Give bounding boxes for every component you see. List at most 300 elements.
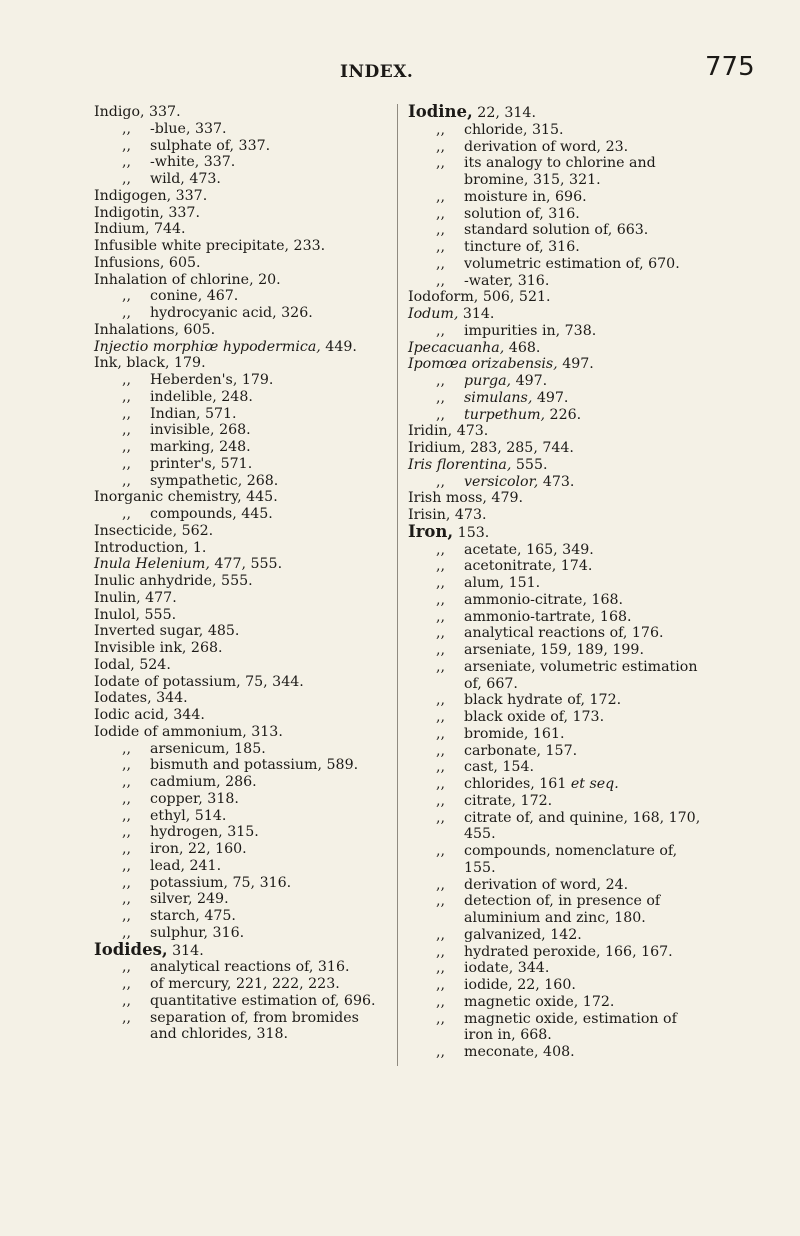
ditto-mark: ,, xyxy=(436,876,446,893)
entry-text: Iodide of ammonium, 313. xyxy=(94,723,283,740)
entry-text: Ink, black, 179. xyxy=(94,355,206,372)
ditto-mark: ,, xyxy=(436,406,446,423)
entry-text: tincture of, 316. xyxy=(464,239,580,255)
index-subentry xyxy=(408,609,708,626)
index-entry xyxy=(408,440,708,457)
index-entry xyxy=(94,322,389,339)
entry-text: starch, 475. xyxy=(150,908,236,924)
index-subentry xyxy=(94,138,389,155)
entry-italic-term: Inula Helenium, xyxy=(94,556,210,573)
index-subentry xyxy=(408,960,708,977)
index-subentry xyxy=(94,791,389,808)
index-subentry xyxy=(94,422,389,439)
entry-italic-term: turpethum, xyxy=(464,406,546,423)
entry-text: magnetic oxide, estimation of iron in, 668. xyxy=(464,1010,677,1044)
index-subentry xyxy=(408,944,708,961)
index-subentry xyxy=(408,273,708,290)
index-entry xyxy=(94,104,389,121)
index-subentry xyxy=(408,709,708,726)
entry-text: indelible, 248. xyxy=(150,388,253,405)
ditto-mark: ,, xyxy=(122,506,132,522)
ditto-mark: ,, xyxy=(436,155,446,172)
index-subentry xyxy=(94,757,389,774)
index-entry xyxy=(408,340,708,357)
entry-text: magnetic oxide, 172. xyxy=(464,993,615,1010)
ditto-mark: ,, xyxy=(122,1009,132,1026)
entry-text: alum, 151. xyxy=(464,575,541,591)
ditto-mark: ,, xyxy=(436,541,446,558)
entry-text: derivation of word, 23. xyxy=(464,138,629,155)
ditto-mark: ,, xyxy=(122,774,132,790)
entry-text: bromide, 161. xyxy=(464,725,565,742)
index-entry xyxy=(94,489,389,506)
ditto-mark: ,, xyxy=(122,857,132,874)
index-entry xyxy=(94,523,389,540)
ditto-mark: ,, xyxy=(436,188,446,205)
entry-text: acetonitrate, 174. xyxy=(464,558,593,575)
index-subentry xyxy=(408,659,708,693)
index-subentry xyxy=(408,994,708,1011)
ditto-mark: ,, xyxy=(436,692,446,709)
entry-text: Introduction, 1. xyxy=(94,539,207,556)
index-subentry xyxy=(94,154,389,171)
entry-text: black hydrate of, 172. xyxy=(464,692,622,709)
entry-text: 497. xyxy=(511,373,548,389)
ditto-mark: ,, xyxy=(436,575,446,591)
entry-italic-term: versicolor, xyxy=(464,473,539,490)
entry-italic-term: Injectio morphiœ hypodermica, xyxy=(94,338,321,355)
index-entry xyxy=(408,521,708,542)
index-entry xyxy=(94,607,389,624)
index-subentry xyxy=(408,1011,708,1045)
index-subentry xyxy=(408,558,708,575)
entry-text: 314. xyxy=(167,942,204,959)
index-subentry xyxy=(408,692,708,709)
entry-text: its analogy to chlorine and bromine, 315, 321. xyxy=(464,155,656,188)
page-title: INDEX. xyxy=(340,62,414,82)
entry-italic-term: Iodum, xyxy=(408,306,459,322)
index-subentry xyxy=(408,776,708,793)
entry-text: Inulic anhydride, 555. xyxy=(94,573,253,589)
index-subentry xyxy=(408,893,708,927)
index-entry xyxy=(94,339,389,356)
ditto-mark: ,, xyxy=(122,790,132,807)
ditto-mark: ,, xyxy=(436,1010,446,1027)
index-subentry xyxy=(94,858,389,875)
entry-text: black oxide of, 173. xyxy=(464,709,605,725)
ditto-mark: ,, xyxy=(436,255,446,272)
ditto-mark: ,, xyxy=(436,322,446,339)
index-subentry xyxy=(408,810,708,844)
entry-text: Iodal, 524. xyxy=(94,656,171,673)
ditto-mark: ,, xyxy=(122,171,132,187)
index-entry xyxy=(94,724,389,741)
index-subentry xyxy=(94,993,389,1010)
entry-text: analytical reactions of, 316. xyxy=(150,959,350,976)
ditto-mark: ,, xyxy=(122,757,132,774)
index-entry xyxy=(408,490,708,507)
entry-text: arseniate, 159, 189, 199. xyxy=(464,642,644,658)
index-entry xyxy=(94,623,389,640)
entry-text: 468. xyxy=(504,339,541,356)
ditto-mark: ,, xyxy=(436,272,446,289)
ditto-mark: ,, xyxy=(122,924,132,941)
entry-heading: Iodides, xyxy=(94,939,168,959)
index-entry xyxy=(94,221,389,238)
entry-heading: Iron, xyxy=(408,521,454,541)
entry-text: moisture in, 696. xyxy=(464,188,587,205)
index-subentry xyxy=(408,743,708,760)
index-subentry xyxy=(408,927,708,944)
entry-text: conine, 467. xyxy=(150,288,239,305)
index-subentry xyxy=(408,373,708,390)
entry-text: marking, 248. xyxy=(150,439,251,455)
entry-text: Inulin, 477. xyxy=(94,589,177,606)
index-entry xyxy=(94,573,389,590)
ditto-mark: ,, xyxy=(436,943,446,960)
index-subentry xyxy=(408,877,708,894)
index-entry xyxy=(94,255,389,272)
entry-text: arseniate, volumetric estimation of, 667. xyxy=(464,658,698,692)
ditto-mark: ,, xyxy=(436,977,446,993)
ditto-mark: ,, xyxy=(436,205,446,222)
index-subentry xyxy=(408,206,708,223)
entry-text: Insecticide, 562. xyxy=(94,522,214,539)
entry-text: Infusions, 605. xyxy=(94,254,201,271)
entry-text: chlorides, 161 xyxy=(464,776,571,792)
index-subentry xyxy=(408,759,708,776)
entry-text: galvanized, 142. xyxy=(464,926,582,943)
index-subentry xyxy=(408,155,708,189)
ditto-mark: ,, xyxy=(122,807,132,824)
entry-text: sulphate of, 337. xyxy=(150,137,271,154)
ditto-mark: ,, xyxy=(122,120,132,137)
entry-italic-term: Ipomœa orizabensis, xyxy=(408,356,558,373)
index-entry xyxy=(408,423,708,440)
entry-text: standard solution of, 663. xyxy=(464,222,649,239)
index-subentry xyxy=(408,256,708,273)
index-subentry xyxy=(408,323,708,340)
entry-text: Iodoform, 506, 521. xyxy=(408,289,551,306)
index-subentry xyxy=(94,908,389,925)
index-subentry xyxy=(408,390,708,407)
index-subentry xyxy=(94,439,389,456)
entry-text: volumetric estimation of, 670. xyxy=(464,255,680,272)
index-subentry xyxy=(94,741,389,758)
ditto-mark: ,, xyxy=(122,891,132,908)
entry-text: -white, 337. xyxy=(150,154,236,171)
ditto-mark: ,, xyxy=(122,908,132,924)
index-subentry xyxy=(408,222,708,239)
ditto-mark: ,, xyxy=(436,591,446,608)
ditto-mark: ,, xyxy=(436,725,446,742)
ditto-mark: ,, xyxy=(122,841,132,857)
ditto-mark: ,, xyxy=(436,926,446,943)
entry-text: Indian, 571. xyxy=(150,405,237,422)
entry-text: Inulol, 555. xyxy=(94,606,177,623)
entry-text: citrate of, and quinine, 168, 170, 455. xyxy=(464,809,701,843)
ditto-mark: ,, xyxy=(122,422,132,439)
entry-text: Inhalation of chlorine, 20. xyxy=(94,271,281,288)
index-subentry xyxy=(94,976,389,993)
entry-text: detection of, in presence of aluminium and zinc, 180. xyxy=(464,893,661,926)
index-subentry xyxy=(408,139,708,156)
ditto-mark: ,, xyxy=(122,992,132,1009)
index-subentry xyxy=(94,456,389,473)
ditto-mark: ,, xyxy=(122,288,132,305)
entry-text: Iodate of potassium, 75, 344. xyxy=(94,673,304,690)
ditto-mark: ,, xyxy=(436,759,446,776)
entry-text: printer's, 571. xyxy=(150,455,253,472)
index-subentry xyxy=(94,406,389,423)
ditto-mark: ,, xyxy=(122,874,132,891)
entry-text: arsenicum, 185. xyxy=(150,740,266,757)
entry-text: impurities in, 738. xyxy=(464,322,597,339)
index-subentry xyxy=(94,288,389,305)
page-header xyxy=(0,52,800,92)
entry-text: Infusible white precipitate, 233. xyxy=(94,238,326,254)
index-column-left xyxy=(94,104,389,1043)
index-subentry xyxy=(408,239,708,256)
column-divider xyxy=(397,104,398,1066)
entry-italic-term: Ipecacuanha, xyxy=(408,339,505,356)
page-number: 775 xyxy=(705,52,755,82)
entry-text: 497. xyxy=(532,389,569,406)
entry-text: 477, 555. xyxy=(209,556,283,573)
index-entry xyxy=(94,939,389,960)
index-entry xyxy=(94,272,389,289)
entry-text: separation of, from bromides and chlorides, 318. xyxy=(150,1009,359,1043)
entry-text: hydrated peroxide, 166, 167. xyxy=(464,943,673,960)
entry-text: 555. xyxy=(511,456,548,473)
index-entry xyxy=(408,104,708,122)
entry-text: sympathetic, 268. xyxy=(150,472,279,489)
index-subentry xyxy=(94,121,389,138)
entry-text: Heberden's, 179. xyxy=(150,372,274,388)
ditto-mark: ,, xyxy=(436,960,446,977)
entry-text: Irisin, 473. xyxy=(408,507,487,523)
entry-text: 22, 314. xyxy=(472,105,536,121)
entry-text: Irish moss, 479. xyxy=(408,490,524,507)
entry-text: Iodic acid, 344. xyxy=(94,707,205,723)
index-subentry xyxy=(94,171,389,188)
ditto-mark: ,, xyxy=(436,776,446,792)
index-subentry xyxy=(408,474,708,491)
index-subentry xyxy=(408,542,708,559)
ditto-mark: ,, xyxy=(122,154,132,171)
index-subentry xyxy=(408,625,708,642)
ditto-mark: ,, xyxy=(436,389,446,406)
ditto-mark: ,, xyxy=(436,893,446,910)
entry-text: sulphur, 316. xyxy=(150,924,245,941)
entry-text: iodate, 344. xyxy=(464,960,550,977)
index-subentry xyxy=(408,122,708,139)
index-entry xyxy=(94,238,389,255)
entry-text: chloride, 315. xyxy=(464,121,564,138)
entry-text: Indigogen, 337. xyxy=(94,187,208,204)
index-entry xyxy=(94,188,389,205)
entry-text: meconate, 408. xyxy=(464,1044,575,1060)
index-entry xyxy=(408,289,708,306)
entry-text: 497. xyxy=(557,356,594,373)
entry-text: citrate, 172. xyxy=(464,792,553,809)
entry-text: Iodates, 344. xyxy=(94,690,188,707)
entry-text: solution of, 316. xyxy=(464,205,580,222)
entry-text: Iridin, 473. xyxy=(408,423,489,440)
index-subentry xyxy=(94,473,389,490)
entry-text: hydrogen, 315. xyxy=(150,824,259,841)
entry-text: ethyl, 514. xyxy=(150,807,227,824)
ditto-mark: ,, xyxy=(122,824,132,841)
entry-text: -blue, 337. xyxy=(150,120,227,137)
entry-text: invisible, 268. xyxy=(150,422,251,439)
ditto-mark: ,, xyxy=(122,137,132,154)
entry-text: 153. xyxy=(453,524,490,541)
index-subentry xyxy=(408,843,708,877)
entry-text: 449. xyxy=(320,338,357,355)
entry-text: compounds, 445. xyxy=(150,506,273,522)
entry-text: iron, 22, 160. xyxy=(150,841,247,857)
index-entry xyxy=(408,306,708,323)
entry-italic-term: purga, xyxy=(464,373,512,389)
index-entry xyxy=(94,355,389,372)
entry-text: compounds, nomenclature of, 155. xyxy=(464,843,678,876)
index-entry xyxy=(408,457,708,474)
ditto-mark: ,, xyxy=(122,372,132,388)
entry-text: copper, 318. xyxy=(150,790,239,807)
index-subentry xyxy=(94,959,389,976)
index-subentry xyxy=(408,642,708,659)
ditto-mark: ,, xyxy=(436,222,446,239)
index-subentry xyxy=(94,875,389,892)
index-subentry xyxy=(94,372,389,389)
entry-text: Inhalations, 605. xyxy=(94,321,216,338)
ditto-mark: ,, xyxy=(436,792,446,809)
entry-text: Indigotin, 337. xyxy=(94,204,200,221)
index-entry xyxy=(408,356,708,373)
entry-text: wild, 473. xyxy=(150,171,221,187)
entry-text: 226. xyxy=(545,406,582,423)
entry-text: hydrocyanic acid, 326. xyxy=(150,305,313,321)
entry-text: Iridium, 283, 285, 744. xyxy=(408,440,574,456)
index-entry xyxy=(94,540,389,557)
index-entry xyxy=(94,690,389,707)
index-entry xyxy=(94,674,389,691)
ditto-mark: ,, xyxy=(436,239,446,255)
entry-text: potassium, 75, 316. xyxy=(150,874,292,891)
index-subentry xyxy=(408,726,708,743)
index-entry xyxy=(94,640,389,657)
ditto-mark: ,, xyxy=(122,976,132,992)
ditto-mark: ,, xyxy=(122,455,132,472)
entry-text: Inorganic chemistry, 445. xyxy=(94,489,278,506)
entry-text: iodide, 22, 160. xyxy=(464,977,576,993)
ditto-mark: ,, xyxy=(436,121,446,138)
ditto-mark: ,, xyxy=(436,843,446,859)
index-entry xyxy=(94,707,389,724)
index-subentry xyxy=(94,506,389,523)
ditto-mark: ,, xyxy=(122,472,132,489)
ditto-mark: ,, xyxy=(436,473,446,490)
entry-text: 314. xyxy=(458,306,495,322)
entry-text: ammonio-tartrate, 168. xyxy=(464,608,632,625)
entry-text: bismuth and potassium, 589. xyxy=(150,757,359,774)
index-subentry xyxy=(94,389,389,406)
entry-text: quantitative estimation of, 696. xyxy=(150,992,376,1009)
index-entry xyxy=(94,205,389,222)
entry-text: derivation of word, 24. xyxy=(464,876,629,893)
entry-text: silver, 249. xyxy=(150,891,229,908)
ditto-mark: ,, xyxy=(436,642,446,658)
index-subentry xyxy=(94,824,389,841)
index-subentry xyxy=(94,305,389,322)
ditto-mark: ,, xyxy=(122,959,132,976)
entry-text: cast, 154. xyxy=(464,759,534,776)
index-subentry xyxy=(408,977,708,994)
index-subentry xyxy=(408,575,708,592)
ditto-mark: ,, xyxy=(122,305,132,321)
entry-text: carbonate, 157. xyxy=(464,742,578,759)
ditto-mark: ,, xyxy=(122,439,132,455)
entry-italic-term: Iris florentina, xyxy=(408,456,512,473)
index-subentry xyxy=(408,189,708,206)
entry-text: lead, 241. xyxy=(150,857,222,874)
ditto-mark: ,, xyxy=(436,742,446,759)
entry-text: Invisible ink, 268. xyxy=(94,640,223,656)
ditto-mark: ,, xyxy=(436,709,446,725)
ditto-mark: ,, xyxy=(436,558,446,575)
entry-text: 473. xyxy=(538,473,575,490)
index-subentry xyxy=(408,1044,708,1061)
entry-text: -water, 316. xyxy=(464,272,550,289)
ditto-mark: ,, xyxy=(436,809,446,826)
entry-text: acetate, 165, 349. xyxy=(464,541,594,558)
ditto-mark: ,, xyxy=(436,993,446,1010)
index-subentry xyxy=(408,592,708,609)
index-subentry xyxy=(408,407,708,424)
entry-text: of mercury, 221, 222, 223. xyxy=(150,976,340,992)
index-subentry xyxy=(94,891,389,908)
ditto-mark: ,, xyxy=(122,405,132,422)
ditto-mark: ,, xyxy=(436,608,446,625)
entry-text: Indigo, 337. xyxy=(94,104,181,120)
entry-italic-suffix: et seq. xyxy=(570,776,619,792)
entry-text: ammonio-citrate, 168. xyxy=(464,591,624,608)
entry-text: analytical reactions of, 176. xyxy=(464,625,664,642)
entry-text: cadmium, 286. xyxy=(150,774,257,790)
index-subentry xyxy=(94,1010,389,1044)
ditto-mark: ,, xyxy=(122,740,132,757)
entry-text: Inverted sugar, 485. xyxy=(94,623,240,640)
ditto-mark: ,, xyxy=(436,1044,446,1060)
ditto-mark: ,, xyxy=(436,625,446,642)
index-subentry xyxy=(408,793,708,810)
entry-text: Indium, 744. xyxy=(94,221,186,238)
entry-heading: Iodine, xyxy=(408,102,473,121)
ditto-mark: ,, xyxy=(122,388,132,405)
index-entry xyxy=(94,556,389,573)
index-column-right xyxy=(408,104,708,1061)
index-entry xyxy=(94,657,389,674)
index-subentry xyxy=(94,808,389,825)
index-entry xyxy=(94,590,389,607)
index-subentry xyxy=(94,774,389,791)
ditto-mark: ,, xyxy=(436,373,446,389)
index-subentry xyxy=(94,841,389,858)
entry-italic-term: simulans, xyxy=(464,389,533,406)
ditto-mark: ,, xyxy=(436,138,446,155)
ditto-mark: ,, xyxy=(436,658,446,675)
